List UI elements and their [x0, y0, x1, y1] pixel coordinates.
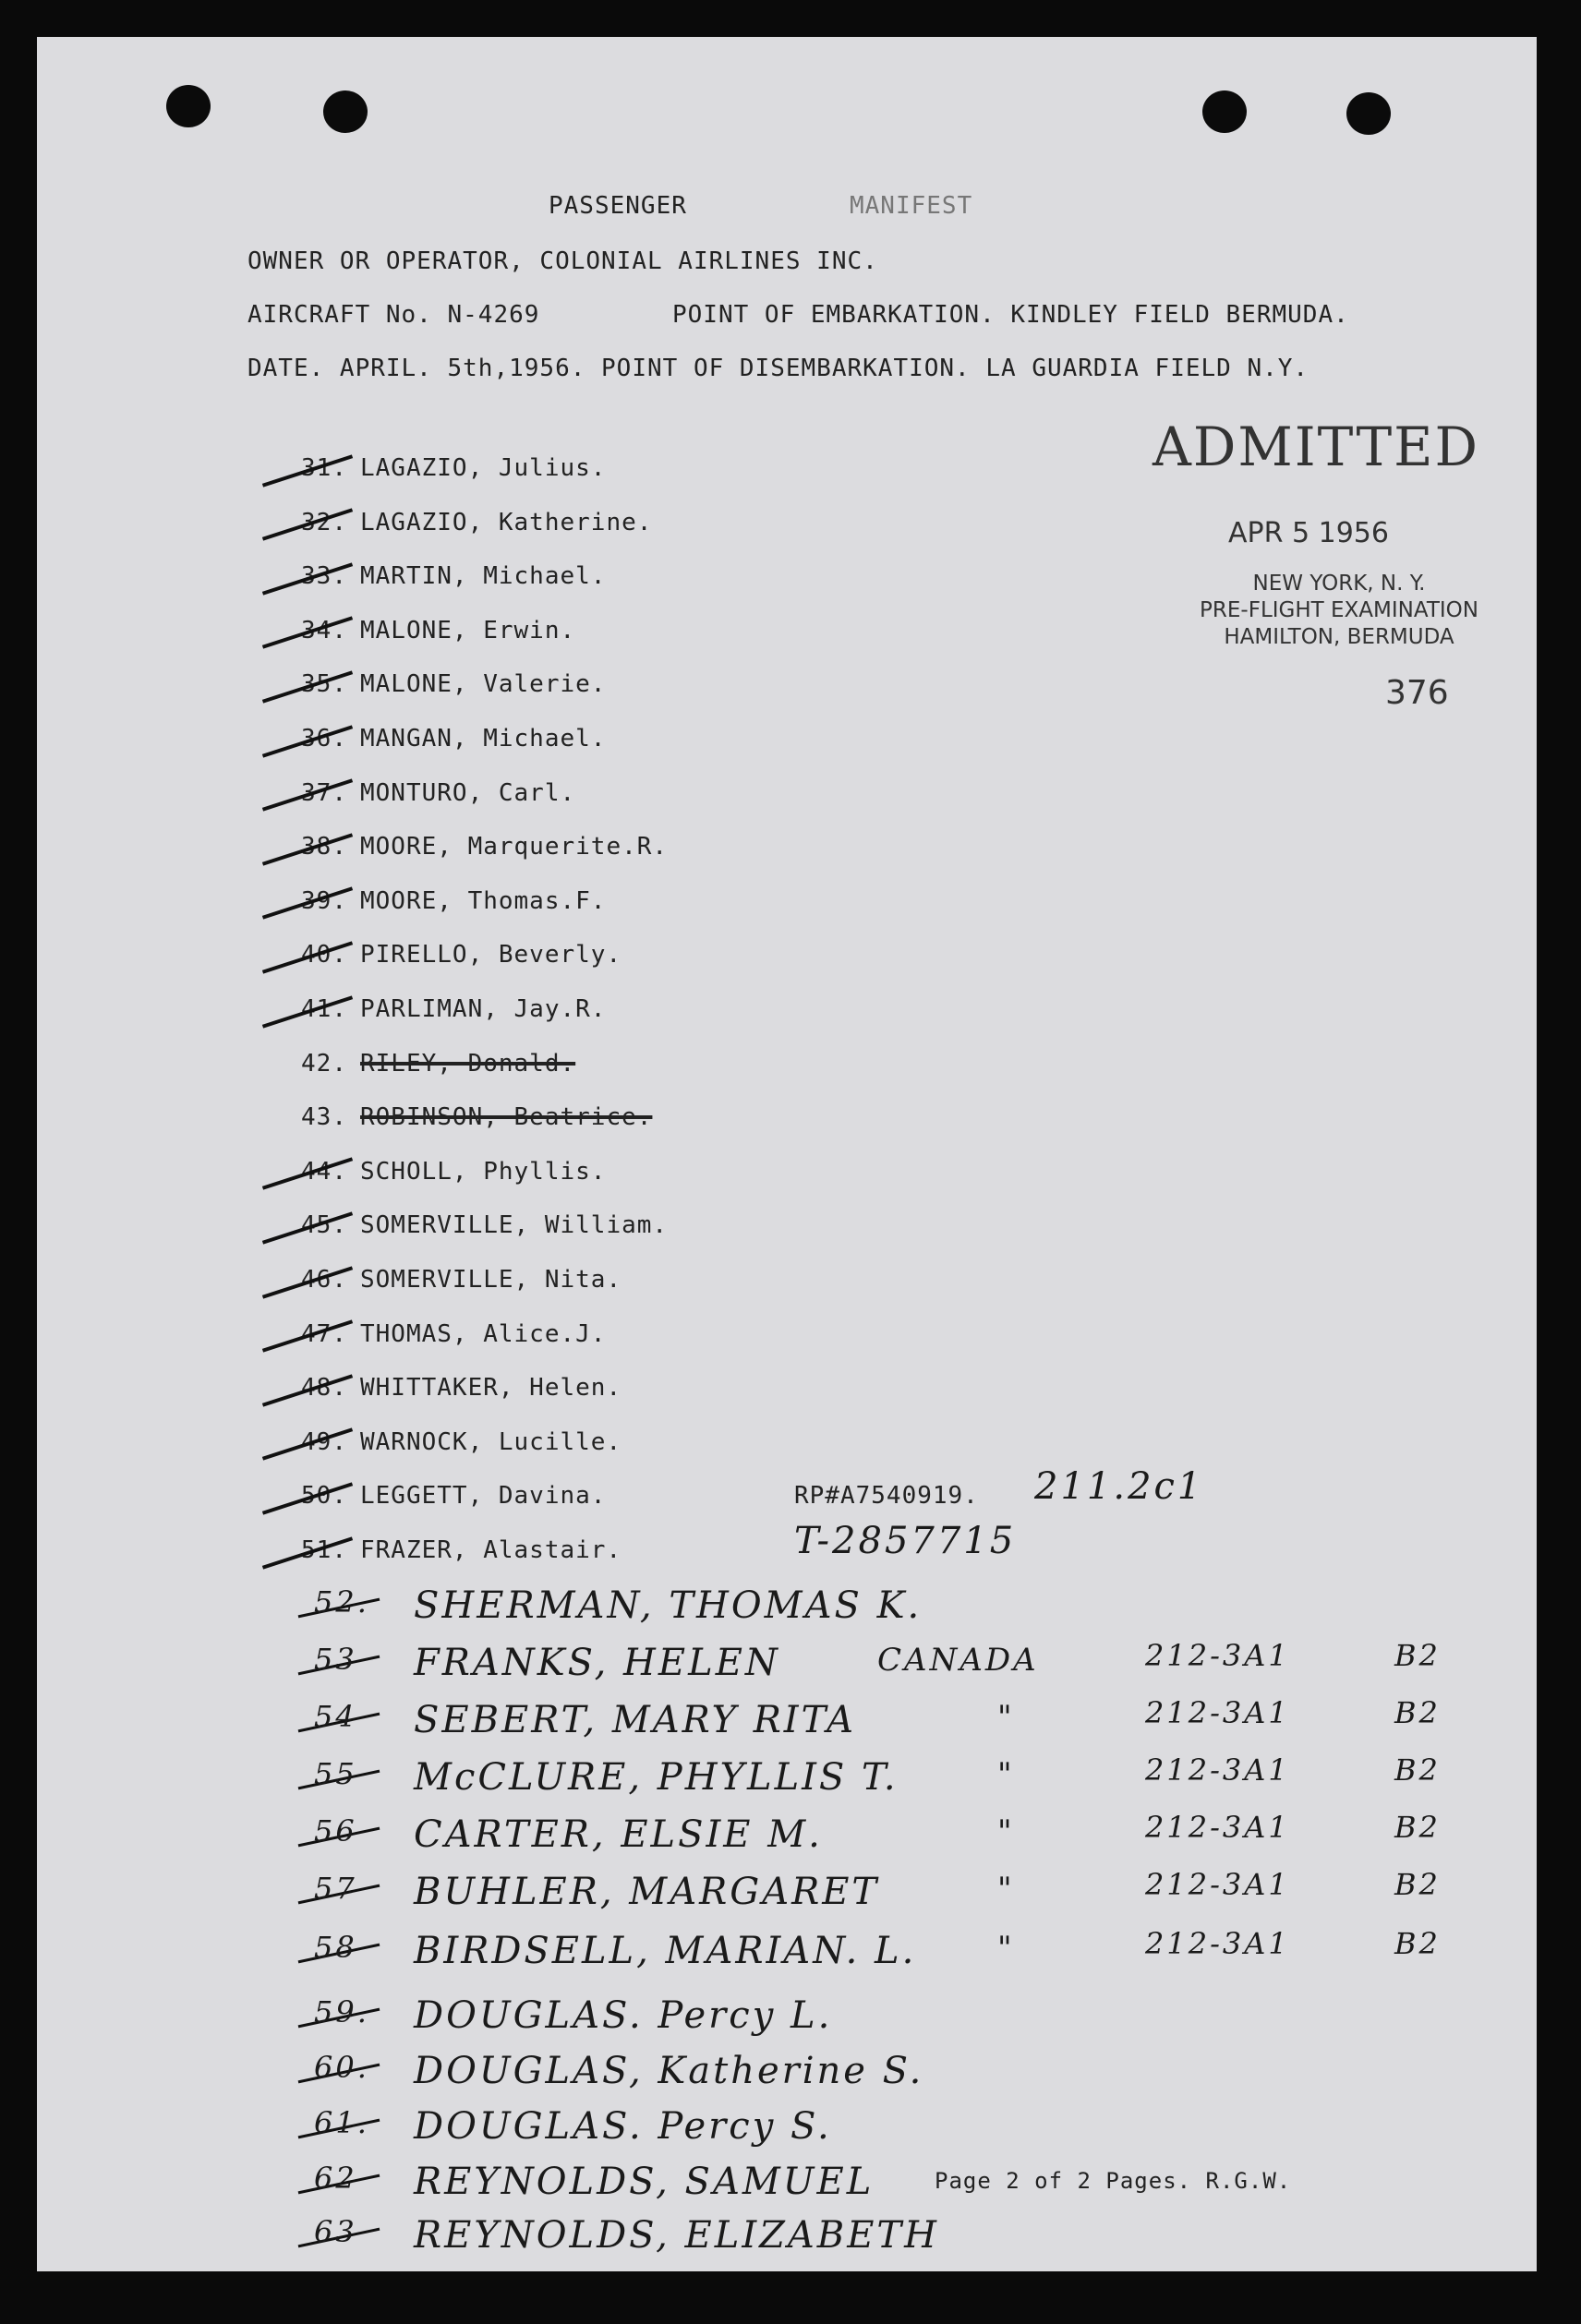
passenger-row — [255, 941, 622, 969]
passenger-number: 32. — [255, 509, 347, 536]
manifest-page — [37, 37, 1537, 2271]
passenger-number: 44. — [255, 1158, 347, 1186]
visa-code: 212-3A1 — [1145, 1695, 1290, 1730]
embarkation-line: POINT OF EMBARKATION. KINDLEY FIELD BERMUDA. — [672, 301, 1349, 329]
passenger-row — [255, 779, 575, 807]
punch-hole — [166, 85, 211, 127]
passenger-name: THOMAS, Alice.J. — [360, 1319, 607, 1348]
passenger-number: 54 — [314, 1699, 357, 1734]
passenger-name: ROBINSON, Beatrice. — [360, 1103, 653, 1132]
passenger-number: 41. — [255, 995, 347, 1023]
passenger-name: PARLIMAN, Jay.R. — [360, 995, 607, 1023]
passenger-number: 40. — [255, 941, 347, 969]
passenger-row — [255, 1266, 622, 1294]
passenger-name: SHERMAN, THOMAS K. — [414, 1584, 923, 1627]
passenger-name: RILEY, Donald. — [360, 1049, 576, 1078]
passenger-number: 49. — [255, 1428, 347, 1456]
passenger-row — [255, 454, 606, 482]
stamp-number: 376 — [1385, 674, 1449, 712]
visa-class: B2 — [1394, 1926, 1441, 1961]
passenger-row — [255, 1320, 606, 1348]
passenger-number: 35. — [255, 670, 347, 698]
owner-line: OWNER OR OPERATOR, COLONIAL AIRLINES INC. — [247, 247, 878, 275]
passenger-name: MANGAN, Michael. — [360, 725, 607, 753]
visa-class: B2 — [1394, 1752, 1441, 1788]
visa-code: 212-3A1 — [1145, 1752, 1290, 1788]
passenger-name: WHITTAKER, Helen. — [360, 1374, 622, 1403]
passenger-number: 37. — [255, 779, 347, 807]
passenger-name: SOMERVILLE, Nita. — [360, 1266, 622, 1294]
visa-class: B2 — [1394, 1695, 1441, 1730]
passenger-number: 34. — [255, 617, 347, 644]
passenger-number: 48. — [255, 1374, 347, 1402]
stamp-location — [1182, 571, 1496, 651]
passenger-name: SEBERT, MARY RITA — [414, 1699, 856, 1741]
passenger-number: 36. — [255, 725, 347, 753]
passenger-name: LEGGETT, Davina. — [360, 1482, 607, 1511]
visa-class: B2 — [1394, 1810, 1441, 1845]
passenger-row — [255, 1158, 606, 1186]
page-note: Page 2 of 2 Pages. R.G.W. — [935, 2168, 1292, 2194]
stamp-line: HAMILTON, BERMUDA — [1224, 625, 1454, 649]
passenger-row — [255, 617, 575, 644]
passenger-name: BUHLER, MARGARET — [414, 1871, 880, 1913]
manifest-title: PASSENGER — [549, 192, 687, 220]
passenger-name: WARNOCK, Lucille. — [360, 1427, 622, 1456]
passenger-number: 33. — [255, 562, 347, 590]
passenger-row — [255, 1536, 622, 1564]
passenger-number: 57 — [314, 1871, 357, 1906]
passenger-name: DOUGLAS. Percy L. — [414, 1994, 833, 2037]
passenger-number: 46. — [255, 1266, 347, 1294]
stamp-line: NEW YORK, N. Y. — [1252, 572, 1426, 596]
passenger-name: MARTIN, Michael. — [360, 562, 607, 591]
passenger-row — [255, 509, 652, 536]
passenger-number: 45. — [255, 1211, 347, 1239]
passenger-number: 63 — [314, 2214, 357, 2249]
passenger-row — [255, 833, 668, 861]
passenger-name: REYNOLDS, ELIZABETH — [414, 2214, 939, 2257]
punch-hole — [323, 90, 368, 133]
passenger-row — [255, 562, 606, 590]
passenger-number: 59. — [314, 1994, 369, 2029]
passenger-row — [255, 1103, 652, 1131]
passenger-name: MOORE, Marquerite.R. — [360, 833, 669, 861]
passenger-name: MALONE, Erwin. — [360, 616, 576, 644]
visa-class: B2 — [1394, 1638, 1441, 1673]
passenger-number: 58 — [314, 1930, 357, 1965]
visa-code: 212-3A1 — [1145, 1867, 1290, 1902]
passenger-number: 50. — [255, 1482, 347, 1510]
date-line: DATE. APRIL. 5th,1956. POINT OF DISEMBARKATION. LA GUARDIA FIELD N.Y. — [247, 355, 1309, 382]
passenger-number: 47. — [255, 1320, 347, 1348]
passenger-number: 56 — [314, 1813, 357, 1848]
country: " — [997, 1756, 1015, 1793]
passenger-number: 52. — [314, 1584, 369, 1620]
passenger-name: FRANKS, HELEN — [414, 1642, 780, 1684]
passenger-number: 42. — [301, 1049, 347, 1078]
stamp-date: APR 5 1956 — [1228, 517, 1389, 549]
admitted-stamp: ADMITTED — [1153, 415, 1479, 478]
aircraft-line: AIRCRAFT No. N-4269 — [247, 301, 540, 329]
country: " — [997, 1871, 1015, 1908]
passenger-name: DOUGLAS, Katherine S. — [414, 2050, 924, 2092]
passenger-name: REYNOLDS, SAMUEL — [414, 2161, 875, 2203]
manifest-title-right: MANIFEST — [850, 192, 973, 220]
visa-class: B2 — [1394, 1867, 1441, 1902]
passenger-row — [255, 1211, 668, 1239]
passenger-name: DOUGLAS. Percy S. — [414, 2105, 832, 2148]
passenger-number: 51. — [255, 1536, 347, 1564]
handwritten-note: 211.2c1 — [1034, 1465, 1204, 1509]
passenger-number: 53 — [314, 1642, 357, 1677]
country: " — [997, 1930, 1015, 1967]
stamp-line: PRE-FLIGHT EXAMINATION — [1200, 598, 1478, 622]
visa-code: 212-3A1 — [1145, 1638, 1290, 1673]
passenger-row — [255, 1482, 606, 1510]
passenger-number: 38. — [255, 833, 347, 861]
visa-code: 212-3A1 — [1145, 1926, 1290, 1961]
country: CANADA — [877, 1642, 1039, 1679]
passenger-name: SOMERVILLE, William. — [360, 1211, 669, 1240]
passenger-name: MONTURO, Carl. — [360, 778, 576, 807]
passenger-number: 62 — [314, 2161, 357, 2196]
country: " — [997, 1813, 1015, 1850]
passport-note: RP#A7540919. — [794, 1482, 979, 1511]
punch-hole — [1346, 92, 1391, 135]
passenger-name: SCHOLL, Phyllis. — [360, 1157, 607, 1186]
passenger-number: 43. — [301, 1103, 347, 1132]
passenger-name: CARTER, ELSIE M. — [414, 1813, 823, 1856]
passenger-name: FRAZER, Alastair. — [360, 1536, 622, 1564]
passenger-name: MOORE, Thomas.F. — [360, 886, 607, 915]
punch-hole — [1202, 90, 1247, 133]
passenger-row — [255, 1428, 622, 1456]
passenger-name: McCLURE, PHYLLIS T. — [414, 1756, 899, 1799]
handwritten-note: T-2857715 — [794, 1520, 1017, 1562]
passenger-number: 60. — [314, 2050, 369, 2085]
passenger-name: LAGAZIO, Julius. — [360, 454, 607, 482]
passenger-row — [255, 1050, 575, 1078]
passenger-row — [255, 1374, 622, 1402]
passenger-name: LAGAZIO, Katherine. — [360, 508, 653, 536]
country: " — [997, 1699, 1015, 1736]
passenger-name: PIRELLO, Beverly. — [360, 941, 622, 969]
passenger-row — [255, 887, 606, 915]
passenger-row — [255, 725, 606, 753]
passenger-name: BIRDSELL, MARIAN. L. — [414, 1930, 917, 1972]
visa-code: 212-3A1 — [1145, 1810, 1290, 1845]
passenger-number: 31. — [255, 454, 347, 482]
passenger-row — [255, 995, 606, 1023]
passenger-row — [255, 670, 606, 698]
passenger-number: 61. — [314, 2105, 369, 2140]
passenger-number: 55 — [314, 1756, 357, 1791]
passenger-number: 39. — [255, 887, 347, 915]
passenger-name: MALONE, Valerie. — [360, 670, 607, 699]
